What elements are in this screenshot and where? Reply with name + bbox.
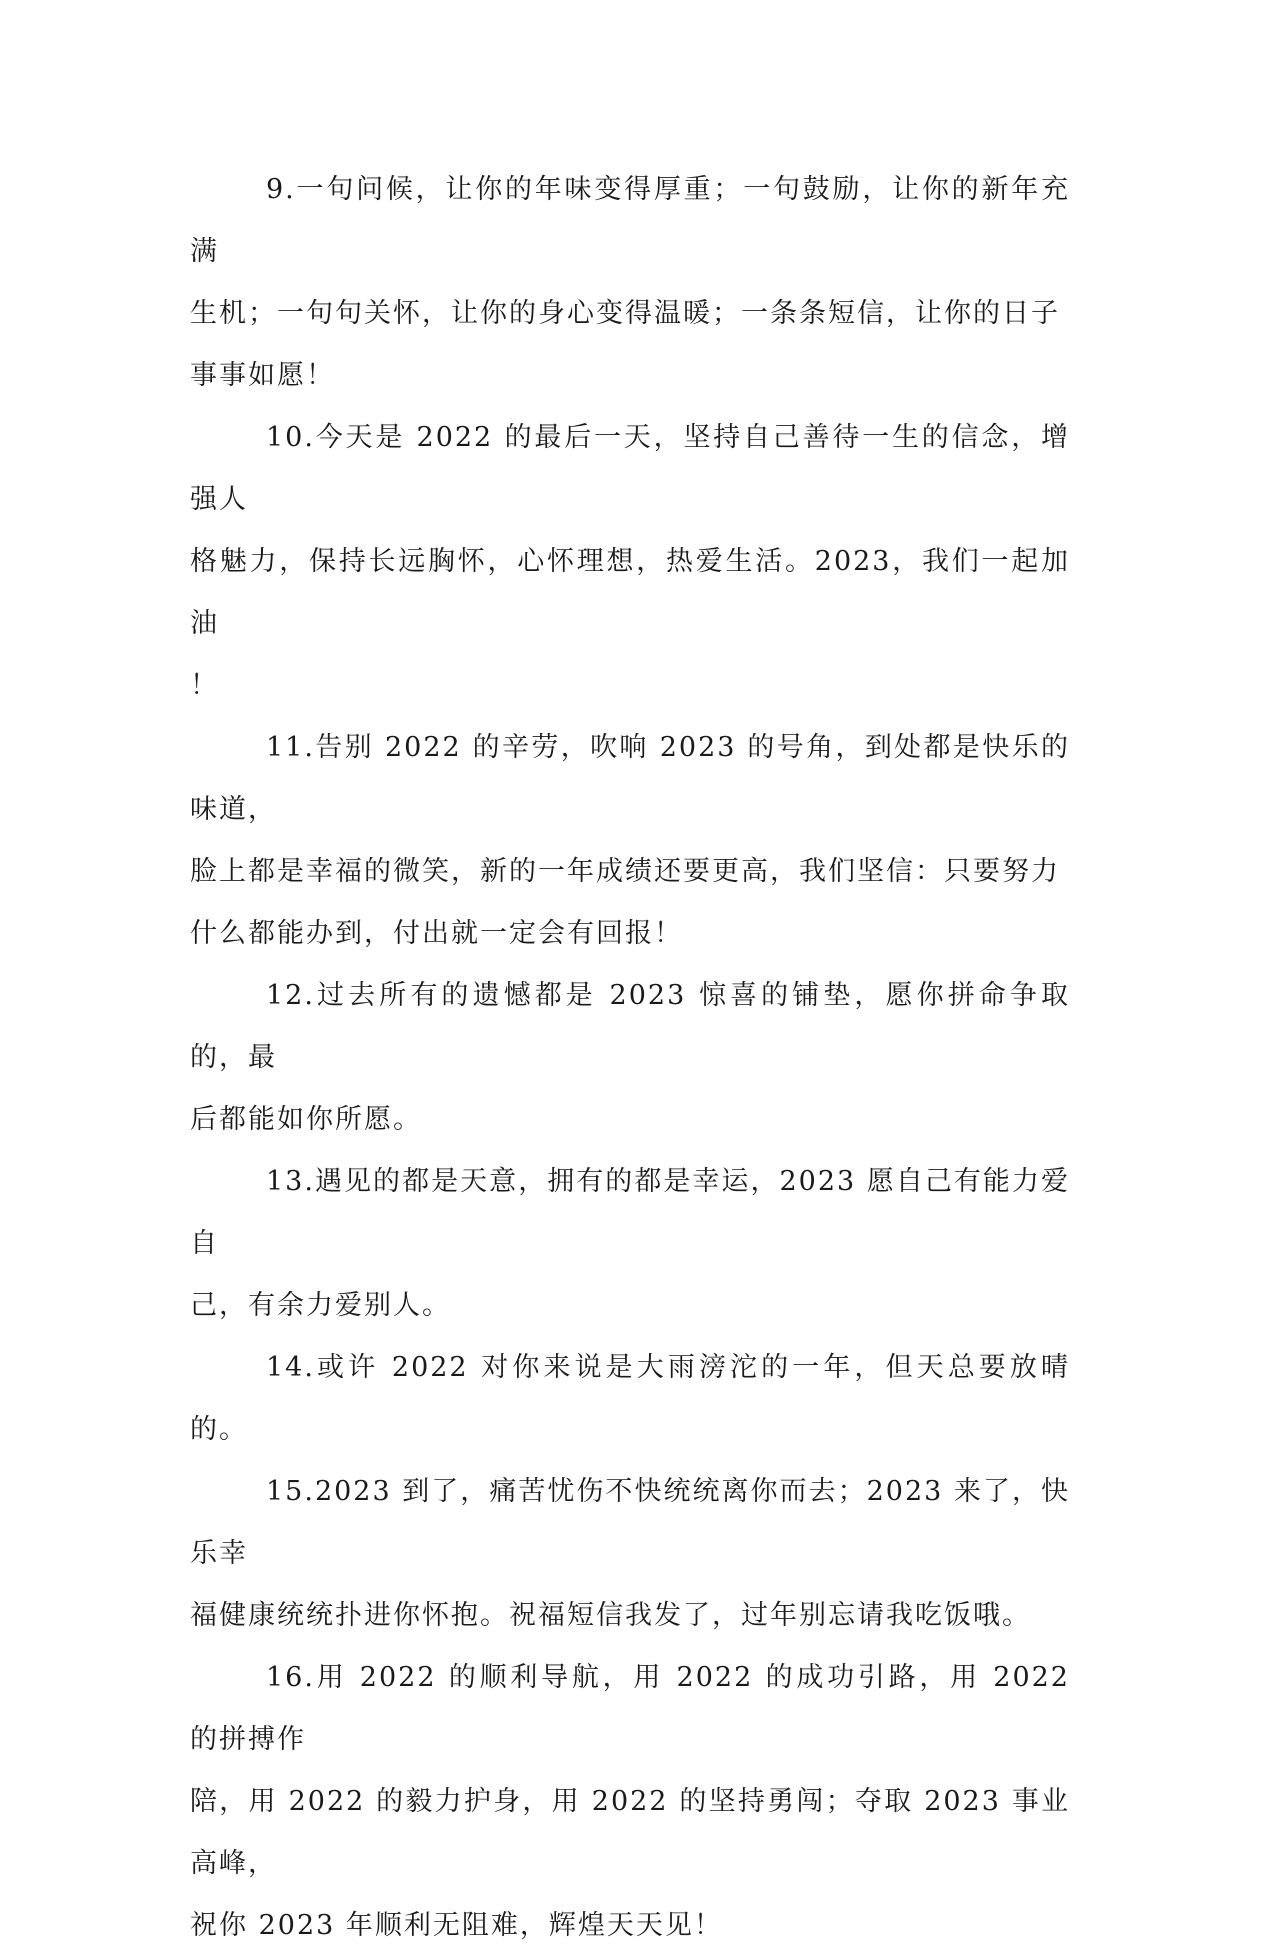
paragraph-14: 14.或许 2022 对你来说是大雨滂沱的一年，但天总要放晴的。	[190, 1352, 1070, 1445]
paragraph-13: 13.遇见的都是天意，拥有的都是幸运，2023 愿自己有能力爱自 己，有余力爱别人。	[190, 1166, 1070, 1321]
document-body	[190, 159, 1070, 1957]
paragraph-11: 11.告别 2022 的辛劳，吹响 2023 的号角，到处都是快乐的味道， 脸上都是幸福的微笑，新的一年成绩还要更高，我们坚信：只要努力 什么都能办到，付出就一定会有回报！	[190, 732, 1070, 949]
paragraph-15: 15.2023 到了，痛苦忧伤不快统统离你而去；2023 来了，快乐幸 福健康统统扑进你怀抱。祝福短信我发了，过年别忘请我吃饭哦。	[190, 1476, 1070, 1631]
paragraph-12: 12.过去所有的遗憾都是 2023 惊喜的铺垫，愿你拼命争取的，最 后都能如你所愿。	[190, 980, 1070, 1135]
paragraph-16: 16.用 2022 的顺利导航，用 2022 的成功引路，用 2022 的拼搏作 陪，用 2022 的毅力护身，用 2022 的坚持勇闯；夺取 2023 事业高峰， 祝你 2023 年顺利无阻难，辉煌天天见！	[190, 1662, 1070, 1941]
paragraph-10: 10.今天是 2022 的最后一天，坚持自己善待一生的信念，增强人 格魅力，保持长远胸怀，心怀理想，热爱生活。2023，我们一起加油 ！	[190, 422, 1070, 701]
paragraph-9: 9.一句问候，让你的年味变得厚重；一句鼓励，让你的新年充满 生机；一句句关怀，让你的身心变得温暖；一条条短信，让你的日子 事事如愿！	[190, 174, 1070, 391]
